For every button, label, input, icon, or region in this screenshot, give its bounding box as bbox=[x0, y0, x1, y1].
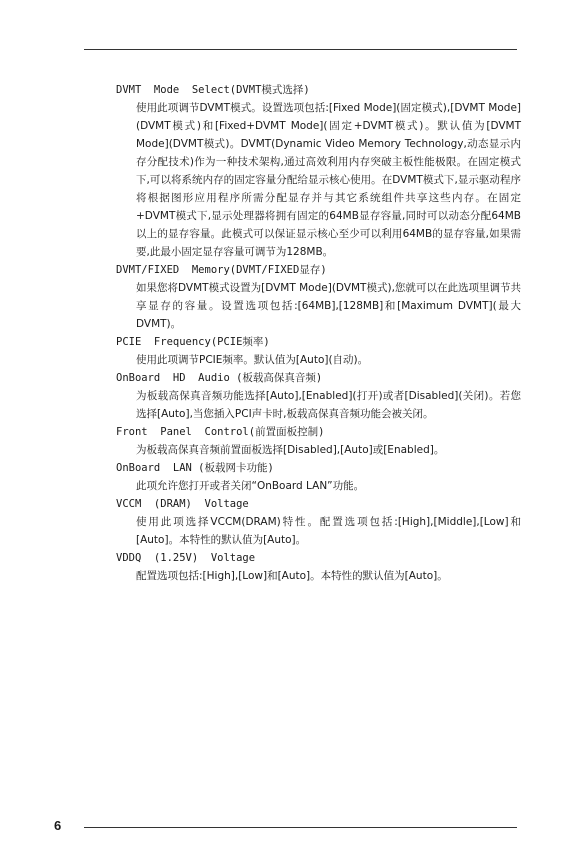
option-vccm-dram-voltage bbox=[116, 495, 521, 549]
option-heading: OnBoard LAN (板载网卡功能) bbox=[116, 462, 274, 474]
option-onboard-hd-audio bbox=[116, 369, 521, 423]
option-pcie-frequency bbox=[116, 333, 521, 369]
header-rule bbox=[84, 49, 517, 50]
option-heading: PCIE Frequency(PCIE频率) bbox=[116, 336, 270, 348]
option-description: 使用此项调节DVMT模式。设置选项包括:[Fixed Mode](固定模式),[DVMT Mode](DVMT模式)和[Fixed+DVMT Mode](固定+DVMT模式)。默认值为[DVMT Mode](DVMT模式)。DVMT(Dynamic Video Memory Technology,动态显示内存分配技术)作为一种技术架构,通过高效利用内存突破主板性能极限。在固定模式下,可以将系统内存的固定容量分配给显示核心使用。在DVMT模式下,显示驱动程序将根据图形应用程序所需分配显存并与其它系统组件共享这些内存。在固定+DVMT模式下,显示处理器将拥有固定的64MB显存容量,同时可以动态分配64MB以上的显存容量。此模式可以保证显示核心至少可以利用64MB的显存容量,如果需要,此最小固定显存容量可调节为128MB。 bbox=[136, 102, 521, 258]
option-description: 如果您将DVMT模式设置为[DVMT Mode](DVMT模式),您就可以在此选项里调节共享显存的容量。设置选项包括:[64MB],[128MB]和[Maximum DVMT](最大DVMT)。 bbox=[136, 282, 521, 330]
option-description: 配置选项包括:[High],[Low]和[Auto]。本特性的默认值为[Auto]。 bbox=[136, 570, 448, 582]
option-dvmt-fixed-memory bbox=[116, 261, 521, 333]
manual-content bbox=[116, 81, 521, 585]
page-number: 6 bbox=[54, 818, 62, 833]
option-heading: Front Panel Control(前置面板控制) bbox=[116, 426, 325, 438]
option-front-panel-control bbox=[116, 423, 521, 459]
option-description: 此项允许您打开或者关闭“OnBoard LAN”功能。 bbox=[136, 480, 365, 492]
option-description: 使用此项调节PCIE频率。默认值为[Auto](自动)。 bbox=[136, 354, 369, 366]
option-heading: DVMT Mode Select(DVMT模式选择) bbox=[116, 84, 310, 96]
footer-rule bbox=[84, 827, 517, 828]
option-heading: VDDQ (1.25V) Voltage bbox=[116, 552, 256, 564]
option-heading: VCCM (DRAM) Voltage bbox=[116, 498, 249, 510]
option-onboard-lan bbox=[116, 459, 521, 495]
option-description: 为板载高保真音频功能选择[Auto],[Enabled](打开)或者[Disabled](关闭)。若您选择[Auto],当您插入PCI声卡时,板载高保真音频功能会被关闭。 bbox=[136, 390, 521, 420]
option-description: 使用此项选择VCCM(DRAM)特性。配置选项包括:[High],[Middle],[Low]和[Auto]。本特性的默认值为[Auto]。 bbox=[136, 516, 521, 546]
option-dvmt-mode-select bbox=[116, 81, 521, 261]
option-vddq-voltage bbox=[116, 549, 521, 585]
option-heading: OnBoard HD Audio (板载高保真音频) bbox=[116, 372, 323, 384]
option-description: 为板载高保真音频前置面板选择[Disabled],[Auto]或[Enabled]。 bbox=[136, 444, 445, 456]
option-heading: DVMT/FIXED Memory(DVMT/FIXED显存) bbox=[116, 264, 327, 276]
